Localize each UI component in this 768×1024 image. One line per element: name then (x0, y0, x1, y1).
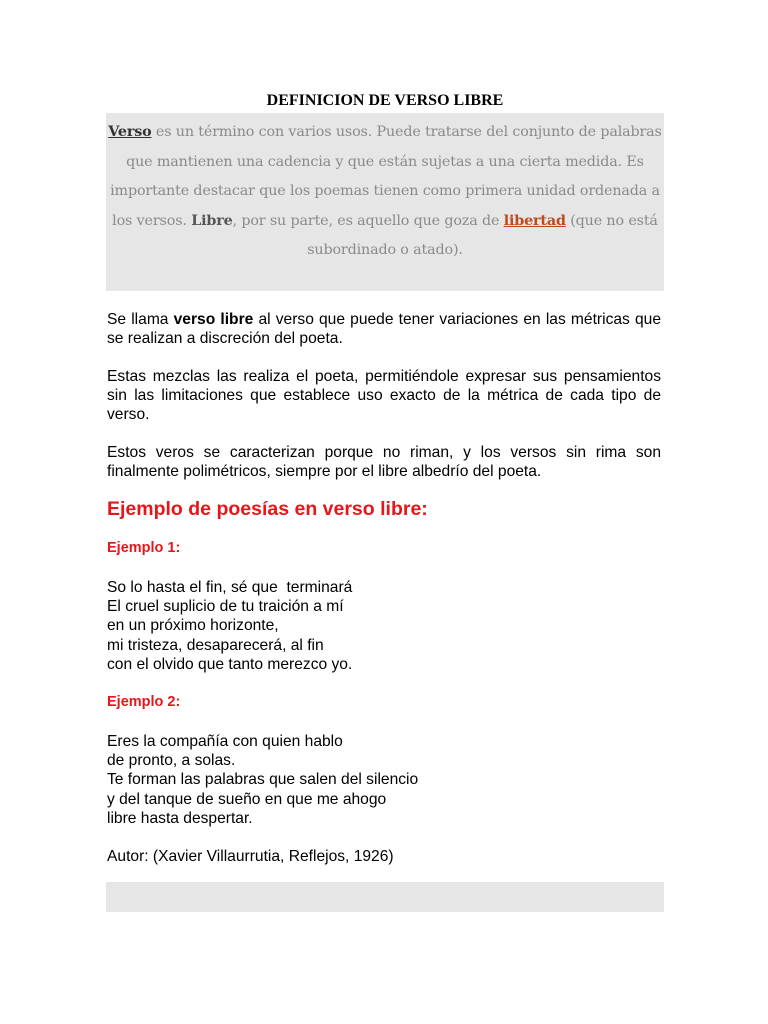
definition-text-part-3: (que no está subordinado o atado). (307, 212, 658, 258)
poem-line: mi tristeza, desaparecerá, al fin (107, 636, 324, 654)
poem-line: con el olvido que tanto merezco yo. (107, 655, 353, 673)
poem-line: de pronto, a solas. (107, 752, 236, 770)
definition-text-part-2: , por su parte, es aquello que goza de (232, 212, 504, 229)
poem-line: El cruel suplicio de tu traición a mí (107, 598, 344, 616)
paragraph-mezclas: Estas mezclas las realiza el poeta, permitiéndole expresar sus pensamientos sin las limitaciones que establece uso exacto de la métrica de cada tipo de verso. (107, 368, 661, 423)
poem-line: So lo hasta el fin, sé que terminará (107, 579, 353, 596)
definition-text-part-1: es un término con varios usos. Puede tratarse del conjunto de palabras que mantienen una cadencia y que están sujetas a una cierta medida. Es importante destacar que los poemas tienen como primera unidad ordenada a los versos. (110, 124, 662, 229)
paragraph-1-bold-term: verso libre (173, 311, 254, 328)
poem-line: en un próximo horizonte, (107, 617, 279, 635)
term-libre: Libre (191, 212, 233, 229)
paragraph-verso-libre (107, 310, 661, 348)
paragraph-caracteristicas: Estos veros se caracterizan porque no riman, y los versos sin rima son finalmente polimétricos, siempre por el libre albedrío del poeta. (107, 444, 661, 480)
examples-heading: Ejemplo de poesías en verso libre: (107, 498, 428, 520)
poem-line: Te forman las palabras que salen del silencio (107, 771, 419, 789)
poem-line: Eres la compañía con quien hablo (107, 733, 343, 750)
document-title: DEFINICION DE VERSO LIBRE (266, 92, 504, 109)
example-2-label: Ejemplo 2: (107, 694, 181, 710)
bottom-gray-box (106, 882, 664, 912)
example-1-label: Ejemplo 1: (107, 540, 181, 556)
poem-line: libre hasta despertar. (107, 809, 253, 827)
paragraph-1-text-a: Se llama (107, 311, 174, 328)
term-verso-link[interactable]: Verso (108, 124, 152, 140)
definition-box (106, 113, 664, 291)
example-1-poem (107, 578, 352, 674)
example-2-poem (107, 732, 418, 828)
paragraph-1-text-b: al verso que puede tener variaciones en las métricas que se realizan a discreción del poeta. (107, 311, 661, 347)
author-citation: Autor: (Xavier Villaurrutia, Reflejos, 1926) (107, 848, 394, 865)
poem-line: y del tanque de sueño en que me ahogo (107, 790, 387, 808)
term-libertad-link[interactable]: libertad (503, 212, 566, 229)
definition-text (106, 118, 664, 266)
